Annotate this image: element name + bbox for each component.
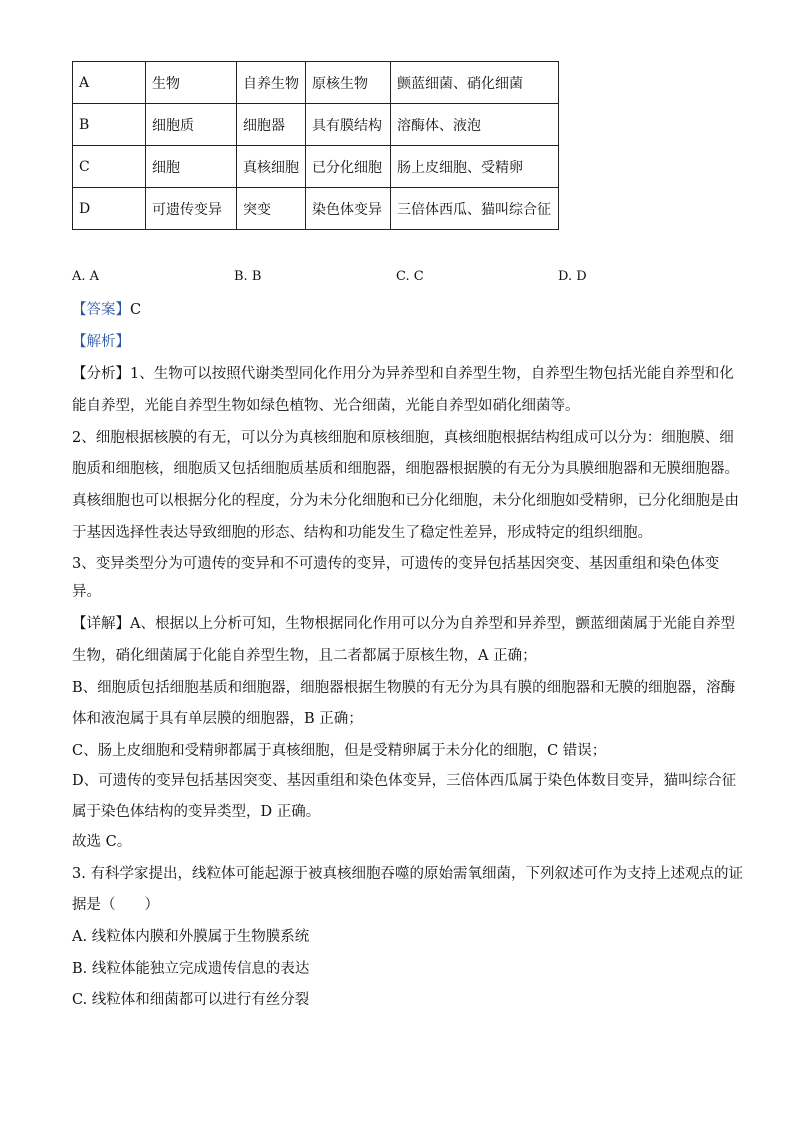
table-row [73,104,559,146]
analysis-tag: 【解析】 [72,334,130,350]
detail-line: D、可遗传的变异包括基因突变、基因重组和染色体变异，三倍体西瓜属于染色体数目变异，猫叫综合征 [72,773,737,789]
answer-line [72,298,141,319]
analysis-line: 真核细胞也可以根据分化的程度，分为未分化细胞和已分化细胞，未分化细胞如受精卵，已分化细胞是由 [72,493,739,509]
answer-tag: 【答案】 [72,302,130,318]
analysis-line: 胞质和细胞核，细胞质又包括细胞质基质和细胞器，细胞器根据膜的有无分为具膜细胞器和无膜细胞器。 [72,461,739,477]
analysis-line: 3、变异类型分为可遗传的变异和不可遗传的变异，可遗传的变异包括基因突变、基因重组和染色体变 [72,556,720,572]
table-cell: 原核生物 [306,62,391,104]
option-c: C. C [396,269,424,284]
table-cell: 具有膜结构 [306,104,391,146]
analysis-paragraph [72,362,734,383]
question-option-a: A. 线粒体内膜和外膜属于生物膜系统 [72,929,310,945]
table-row [73,146,559,188]
detail-line: C、肠上皮细胞和受精卵都属于真核细胞，但是受精卵属于未分化的细胞，C 错误； [72,743,607,759]
question-stem-cont: 据是（ ） [72,897,159,913]
question-stem: 3. 有科学家提出，线粒体可能起源于被真核细胞吞噬的原始需氧细菌，下列叙述可作为支持上述观点的证 [72,866,743,882]
table-cell: 自养生物 [237,62,306,104]
detail-conclusion: 故选 C。 [72,834,132,850]
table-cell: 细胞质 [146,104,237,146]
detail-text: A、根据以上分析可知，生物根据同化作用可以分为自养型和异养型，颤蓝细菌属于光能自养型 [130,616,735,632]
analysis-line: 于基因选择性表达导致细胞的形态、结构和功能发生了稳定性差异，形成特定的组织细胞。 [72,525,652,541]
table-cell: 细胞 [146,146,237,188]
table-cell: 肠上皮细胞、受精卵 [391,146,559,188]
table-row [73,62,559,104]
detail-tag: 【详解】 [72,616,130,632]
table-cell: 细胞器 [237,104,306,146]
table-cell: 三倍体西瓜、猫叫综合征 [391,188,559,230]
question-option-c: C. 线粒体和细菌都可以进行有丝分裂 [72,992,310,1008]
detail-line: 生物，硝化细菌属于化能自养型生物，且二者都属于原核生物，A 正确； [72,648,537,664]
analysis-line: 异。 [72,584,101,600]
answer-options [72,269,732,289]
table-row [73,188,559,230]
table-cell: 真核细胞 [237,146,306,188]
answer-value: C [130,302,142,318]
option-d: D. D [558,269,587,284]
table-cell: 可遗传变异 [146,188,237,230]
table-cell: C [73,146,146,188]
detail-paragraph [72,612,735,633]
table-cell: 突变 [237,188,306,230]
detail-line: 属于染色体结构的变异类型，D 正确。 [72,804,321,820]
detail-line: B、细胞质包括细胞基质和细胞器，细胞器根据生物膜的有无分为具有膜的细胞器和无膜的细胞器，溶酶 [72,680,736,696]
option-b: B. B [234,269,262,284]
question-option-b: B. 线粒体能独立完成遗传信息的表达 [72,961,310,977]
analysis-line: 能自养型，光能自养型生物如绿色植物、光合细菌，光能自养型如硝化细菌等。 [72,398,580,414]
option-a: A. A [72,269,100,284]
analysis-line: 2、细胞根据核膜的有无，可以分为真核细胞和原核细胞，真核细胞根据结构组成可以分为：细胞膜、细 [72,430,734,446]
table-cell: 已分化细胞 [306,146,391,188]
analysis-text: 1、生物可以按照代谢类型同化作用分为异养型和自养型生物，自养型生物包括光能自养型和化 [130,366,734,382]
table-cell: D [73,188,146,230]
table-cell: 颤蓝细菌、硝化细菌 [391,62,559,104]
table-cell: B [73,104,146,146]
table-cell: 溶酶体、液泡 [391,104,559,146]
table-cell: 染色体变异 [306,188,391,230]
detail-line: 体和液泡属于具有单层膜的细胞器，B 正确； [72,711,363,727]
classification-table [72,61,559,230]
analysis-tag-inline: 【分析】 [72,366,130,382]
table-cell: A [73,62,146,104]
table-cell: 生物 [146,62,237,104]
